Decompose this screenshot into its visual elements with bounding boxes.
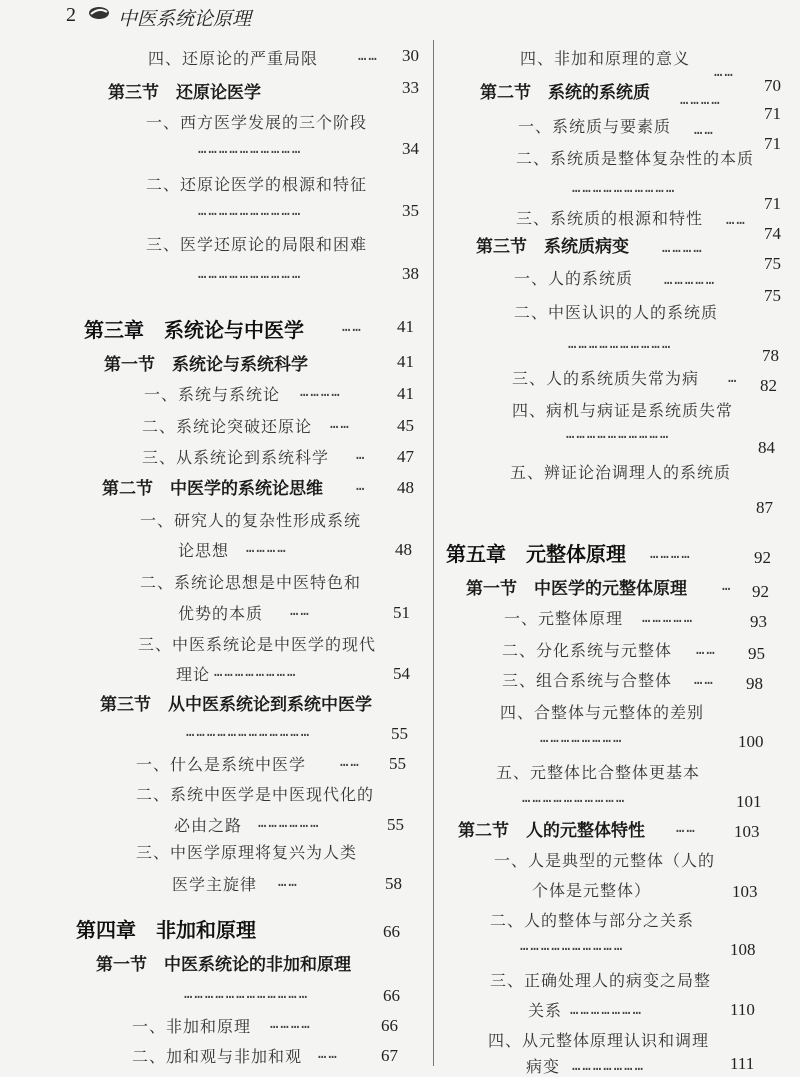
toc-entry-continued[interactable]: 医学主旋律 (172, 875, 258, 894)
toc-leader: …… (278, 874, 299, 890)
toc-page-number: 35 (402, 201, 419, 220)
toc-page-number: 48 (397, 478, 414, 497)
toc-page-number: 75 (764, 286, 781, 305)
toc-leader: ………………………… (198, 266, 303, 282)
toc-page-number: 71 (764, 194, 781, 213)
toc-page-number: 71 (764, 104, 781, 123)
toc-entry[interactable]: 一、研究人的复杂性形成系统 (140, 511, 362, 530)
toc-entry[interactable]: 三、人的系统质失常为病 (512, 369, 700, 388)
toc-leader: ………… (680, 92, 722, 108)
toc-entry[interactable]: 四、合整体与元整体的差别 (500, 703, 705, 722)
toc-page-number: 110 (730, 1000, 755, 1019)
toc-leader: ……………………………… (184, 986, 310, 1002)
column-divider (433, 40, 434, 1066)
toc-entry[interactable]: 二、系统论思想是中医特色和 (140, 573, 362, 592)
toc-entry[interactable]: 三、组合系统与合整体 (502, 671, 673, 690)
toc-leader: …… (694, 672, 715, 688)
toc-entry-continued[interactable]: 必由之路 (174, 816, 243, 835)
toc-entry[interactable]: 一、人的系统质 (514, 269, 634, 288)
toc-page-number: 95 (748, 644, 765, 663)
toc-leader: ……………………………… (186, 724, 312, 740)
toc-page-number: 55 (391, 724, 408, 743)
toc-section[interactable]: 第二节 系统的系统质 (480, 83, 650, 103)
toc-section[interactable]: 第一节 中医学的元整体原理 (466, 579, 687, 599)
toc-page-number: 84 (758, 438, 775, 457)
toc-leader: …… (696, 642, 717, 658)
toc-entry-continued[interactable]: 关系 (528, 1001, 563, 1020)
toc-page-number: 33 (402, 78, 419, 97)
toc-page-number: 51 (393, 603, 410, 622)
toc-page-number: 41 (397, 352, 414, 371)
toc-leader: ………… (662, 240, 704, 256)
toc-section[interactable]: 第三节 还原论医学 (108, 83, 261, 103)
page-header (0, 0, 800, 30)
toc-page-number: 34 (402, 139, 419, 158)
toc-page-number: 54 (393, 664, 410, 683)
toc-page-number: 45 (397, 416, 414, 435)
toc-page-number: 55 (387, 815, 404, 834)
toc-leader: ………………………… (198, 203, 303, 219)
toc-page-number: 41 (397, 384, 414, 403)
toc-page-number: 82 (760, 376, 777, 395)
toc-entry[interactable]: 四、从元整体原理认识和调理 (488, 1031, 710, 1050)
toc-page-number: 100 (738, 732, 764, 751)
toc-leader: …… (330, 416, 351, 432)
toc-leader: …… (676, 820, 697, 836)
toc-page-number: 87 (756, 498, 773, 517)
toc-leader: …………………… (540, 730, 624, 746)
toc-leader: ………… (246, 540, 288, 556)
toc-page-number: 78 (762, 346, 779, 365)
toc-entry[interactable]: 二、中医认识的人的系统质 (514, 303, 719, 322)
toc-chapter[interactable]: 第四章 非加和原理 (76, 918, 256, 942)
toc-entry-continued[interactable]: 个体是元整体） (532, 881, 652, 900)
toc-leader: …… (290, 603, 311, 619)
toc-leader: ………………………… (522, 790, 627, 806)
toc-page-number: 93 (750, 612, 767, 631)
toc-entry[interactable]: 三、医学还原论的局限和困难 (146, 235, 368, 254)
toc-leader: ………………………… (572, 180, 677, 196)
toc-section[interactable]: 第二节 中医学的系统论思维 (102, 479, 323, 499)
toc-section[interactable]: 第一节 中医系统论的非加和原理 (96, 955, 351, 975)
toc-leader: … (728, 370, 739, 386)
toc-page-number: 92 (754, 548, 771, 567)
toc-leader: ………… (270, 1016, 312, 1032)
toc-entry[interactable]: 五、辨证论治调理人的系统质 (510, 463, 732, 482)
toc-entry[interactable]: 三、从系统论到系统科学 (142, 448, 330, 467)
toc-page-number: 74 (764, 224, 781, 243)
toc-page-number: 41 (397, 317, 414, 336)
toc-entry[interactable]: 四、还原论的严重局限 (148, 49, 319, 68)
toc-entry[interactable]: 三、正确处理人的病变之局整 (490, 971, 712, 990)
toc-section[interactable]: 第二节 人的元整体特性 (458, 821, 645, 841)
toc-page-number: 48 (395, 540, 412, 559)
toc-page-number: 103 (732, 882, 758, 901)
toc-page-number: 47 (397, 447, 414, 466)
book-title: 中医系统论原理 (118, 8, 252, 30)
toc-section[interactable]: 第一节 系统论与系统科学 (104, 355, 308, 375)
toc-page-number: 38 (402, 264, 419, 283)
toc-entry[interactable]: 三、中医系统论是中医学的现代 (138, 635, 377, 654)
book-logo-icon (88, 6, 110, 20)
toc-page-number: 75 (764, 254, 781, 273)
toc-leader: ………………………… (566, 426, 671, 442)
toc-leader: …………………… (214, 664, 298, 680)
toc-leader: …………… (642, 610, 695, 626)
toc-page-number: 58 (385, 874, 402, 893)
toc-leader: ………… (650, 546, 692, 562)
toc-entry[interactable]: 二、人的整体与部分之关系 (490, 911, 695, 930)
toc-entry[interactable]: 二、系统论突破还原论 (142, 417, 313, 436)
toc-section[interactable]: 第三节 从中医系统论到系统中医学 (100, 695, 372, 715)
toc-entry[interactable]: 一、系统质与要素质 (518, 117, 672, 136)
toc-leader: …………… (664, 272, 717, 288)
toc-page-number: 67 (381, 1046, 398, 1065)
toc-page-number: 103 (734, 822, 760, 841)
toc-entry-continued[interactable]: 论思想 (178, 541, 230, 560)
toc-entry[interactable]: 二、系统中医学是中医现代化的 (136, 785, 375, 804)
page-number: 2 (66, 4, 76, 26)
toc-chapter[interactable]: 第五章 元整体原理 (446, 542, 626, 566)
toc-page-number: 111 (730, 1054, 755, 1073)
toc-entry[interactable]: 二、还原论医学的根源和特征 (146, 175, 368, 194)
toc-entry[interactable]: 一、系统与系统论 (144, 385, 281, 404)
toc-leader: ………… (300, 384, 342, 400)
toc-leader: … (722, 578, 733, 594)
toc-entry[interactable]: 三、中医学原理将复兴为人类 (136, 843, 358, 862)
toc-entry-continued[interactable]: 理论 (176, 665, 211, 684)
toc-leader: …… (714, 64, 735, 80)
toc-leader: ………………………… (520, 938, 625, 954)
toc-leader: ………………… (572, 1058, 646, 1074)
toc-entry[interactable]: 一、人是典型的元整体（人的 (494, 851, 716, 870)
toc-entry[interactable]: 二、系统质是整体复杂性的本质 (516, 149, 755, 168)
toc-entry[interactable]: 二、分化系统与元整体 (502, 641, 673, 660)
toc-entry[interactable]: 一、元整体原理 (504, 609, 624, 628)
toc-entry[interactable]: 四、非加和原理的意义 (520, 49, 691, 68)
toc-leader: ……………… (258, 815, 321, 831)
toc-page-number: 108 (730, 940, 756, 959)
toc-entry[interactable]: 二、加和观与非加和观 (132, 1047, 303, 1066)
toc-leader: … (356, 447, 367, 463)
toc-page-number: 98 (746, 674, 763, 693)
toc-leader: …… (342, 319, 363, 335)
toc-page-number: 66 (383, 986, 400, 1005)
toc-section[interactable]: 第三节 系统质病变 (476, 237, 629, 257)
toc-entry[interactable]: 一、非加和原理 (132, 1017, 252, 1036)
toc-leader: …… (358, 48, 379, 64)
toc-entry[interactable]: 一、什么是系统中医学 (136, 755, 307, 774)
toc-leader: ………………… (570, 1002, 644, 1018)
toc-leader: ………………………… (198, 141, 303, 157)
toc-entry[interactable]: 一、西方医学发展的三个阶段 (146, 113, 368, 132)
toc-page-number: 66 (383, 922, 400, 941)
toc-page-number: 66 (381, 1016, 398, 1035)
toc-page-number: 71 (764, 134, 781, 153)
toc-entry[interactable]: 四、病机与病证是系统质失常 (512, 401, 734, 420)
toc-entry[interactable]: 三、系统质的根源和特性 (516, 209, 704, 228)
toc-page-number: 55 (389, 754, 406, 773)
toc-entry[interactable]: 五、元整体比合整体更基本 (496, 763, 701, 782)
toc-leader: … (356, 478, 367, 494)
toc-leader: …… (340, 754, 361, 770)
toc-page-number: 92 (752, 582, 769, 601)
toc-page-number: 101 (736, 792, 762, 811)
toc-entry-continued[interactable]: 优势的本质 (178, 604, 264, 623)
toc-leader: ………………………… (568, 336, 673, 352)
toc-leader: …… (726, 212, 747, 228)
toc-page-number: 70 (764, 76, 781, 95)
toc-chapter[interactable]: 第三章 系统论与中医学 (84, 318, 304, 342)
toc-leader: …… (318, 1046, 339, 1062)
toc-leader: …… (694, 122, 715, 138)
toc-page-number: 30 (402, 46, 419, 65)
toc-entry-continued[interactable]: 病变 (526, 1057, 561, 1076)
